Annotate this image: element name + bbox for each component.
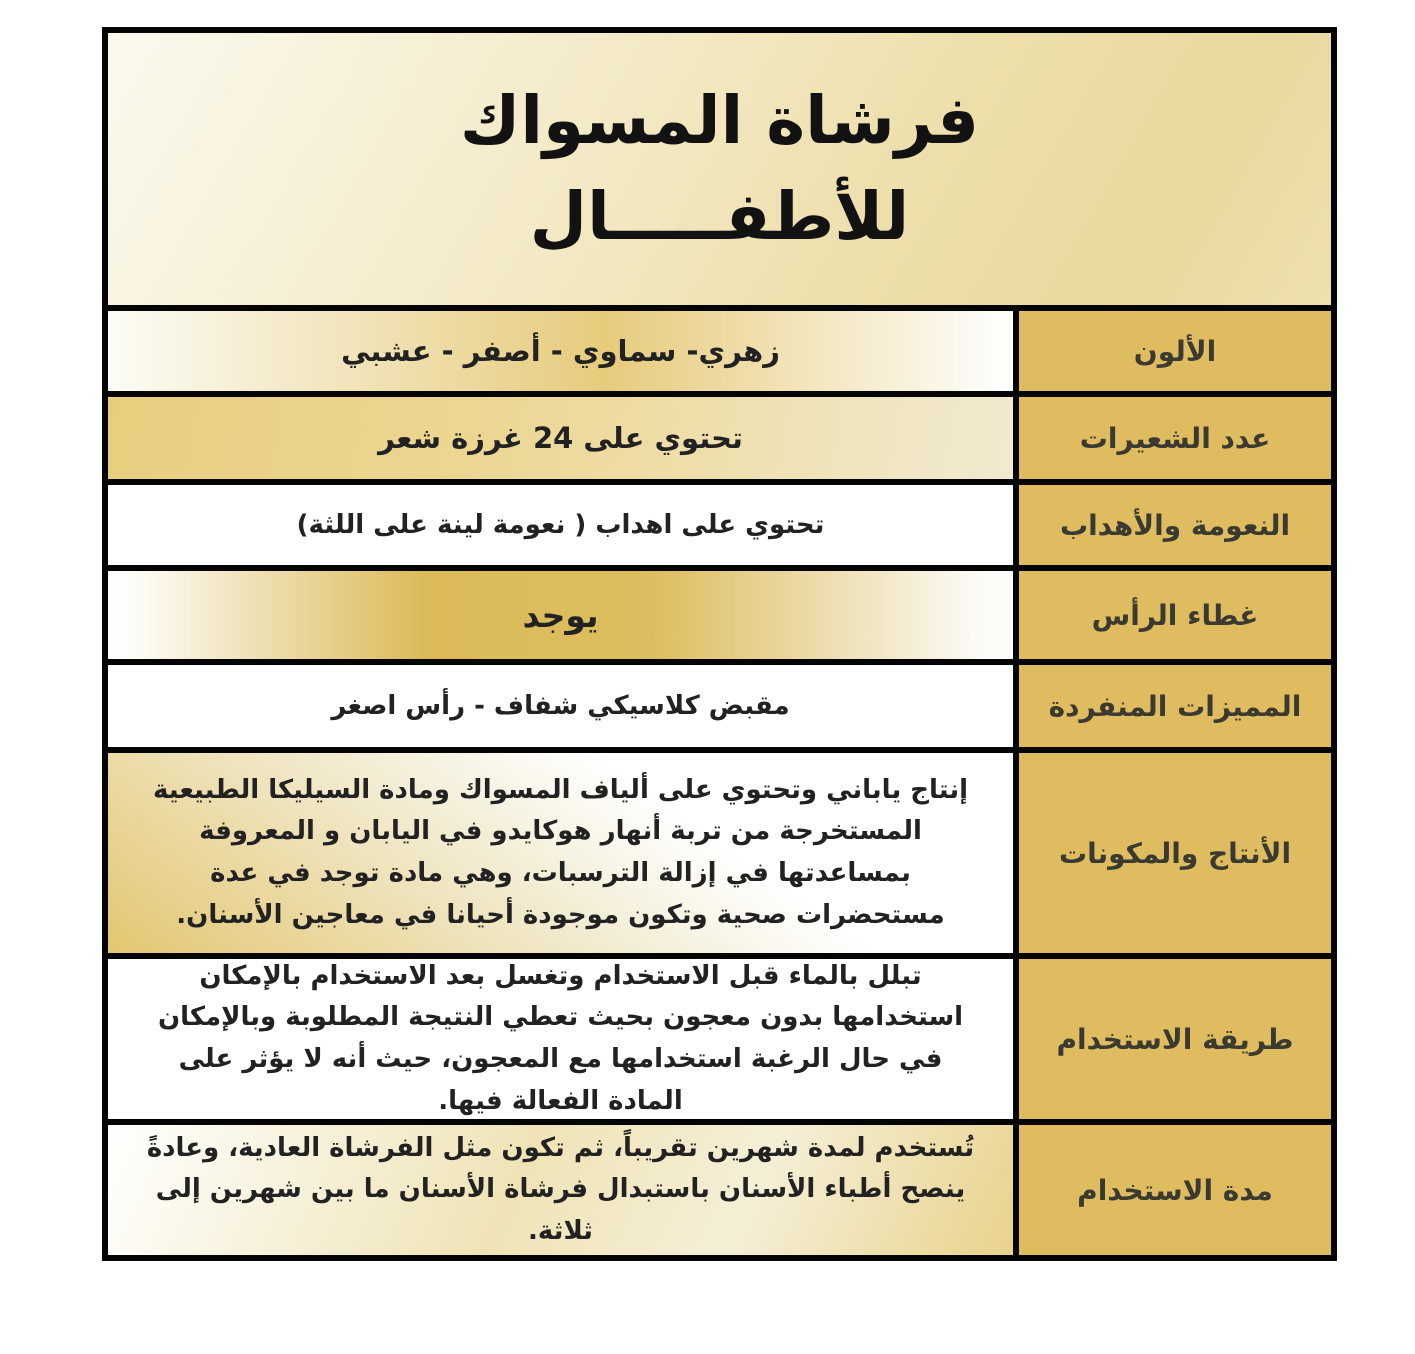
row-value-usage-duration: تُستخدم لمدة شهرين تقريباً، ثم تكون مثل الفرشاة العادية، وعادةً ينصح أطباء الأسنان باستبدال فرشاة الأسنان ما بين شهرين إلى ثلاثة.: [108, 1125, 1013, 1255]
title-line-2: للأطفـــــال: [529, 178, 910, 255]
title-line-1: فرشاة المسواك: [459, 82, 980, 160]
row-label-colors: الألون: [1019, 311, 1331, 391]
row-value-softness: تحتوي على اهداب ( نعومة لينة على اللثة): [108, 485, 1013, 565]
row-label-bristle-count: عدد الشعيرات: [1019, 397, 1331, 479]
product-spec-table: [102, 27, 1337, 1261]
row-value-head-cover: يوجد: [108, 571, 1013, 659]
row-value-unique-features: مقبض كلاسيكي شفاف - رأس اصغر: [108, 665, 1013, 747]
row-label-usage-method: طريقة الاستخدام: [1019, 959, 1331, 1119]
row-label-head-cover: غطاء الرأس: [1019, 571, 1331, 659]
row-value-production-components: إنتاج ياباني وتحتوي على ألياف المسواك ومادة السيليكا الطبيعية المستخرجة من تربة أنهار هوكايدو في اليابان و المعروفة بمساعدتها في إزالة الترسبات، وهي مادة توجد في عدة مستحضرات صحية وتكون موجودة أحيانا في معاجين الأسنان.: [108, 753, 1013, 953]
row-label-softness: النعومة والأهداب: [1019, 485, 1331, 565]
row-value-usage-method: تبلل بالماء قبل الاستخدام وتغسل بعد الاستخدام بالإمكان استخدامها بدون معجون بحيث تعطي النتيجة المطلوبة وبالإمكان في حال الرغبة استخدامها مع المعجون، حيث أنه لا يؤثر على المادة الفعالة فيها.: [108, 959, 1013, 1119]
page-title: [108, 33, 1331, 305]
row-value-colors: زهري- سماوي - أصفر - عشبي: [108, 311, 1013, 391]
row-label-usage-duration: مدة الاستخدام: [1019, 1125, 1331, 1255]
row-label-production-components: الأنتاج والمكونات: [1019, 753, 1331, 953]
row-label-unique-features: المميزات المنفردة: [1019, 665, 1331, 747]
row-value-bristle-count: تحتوي على 24 غرزة شعر: [108, 397, 1013, 479]
